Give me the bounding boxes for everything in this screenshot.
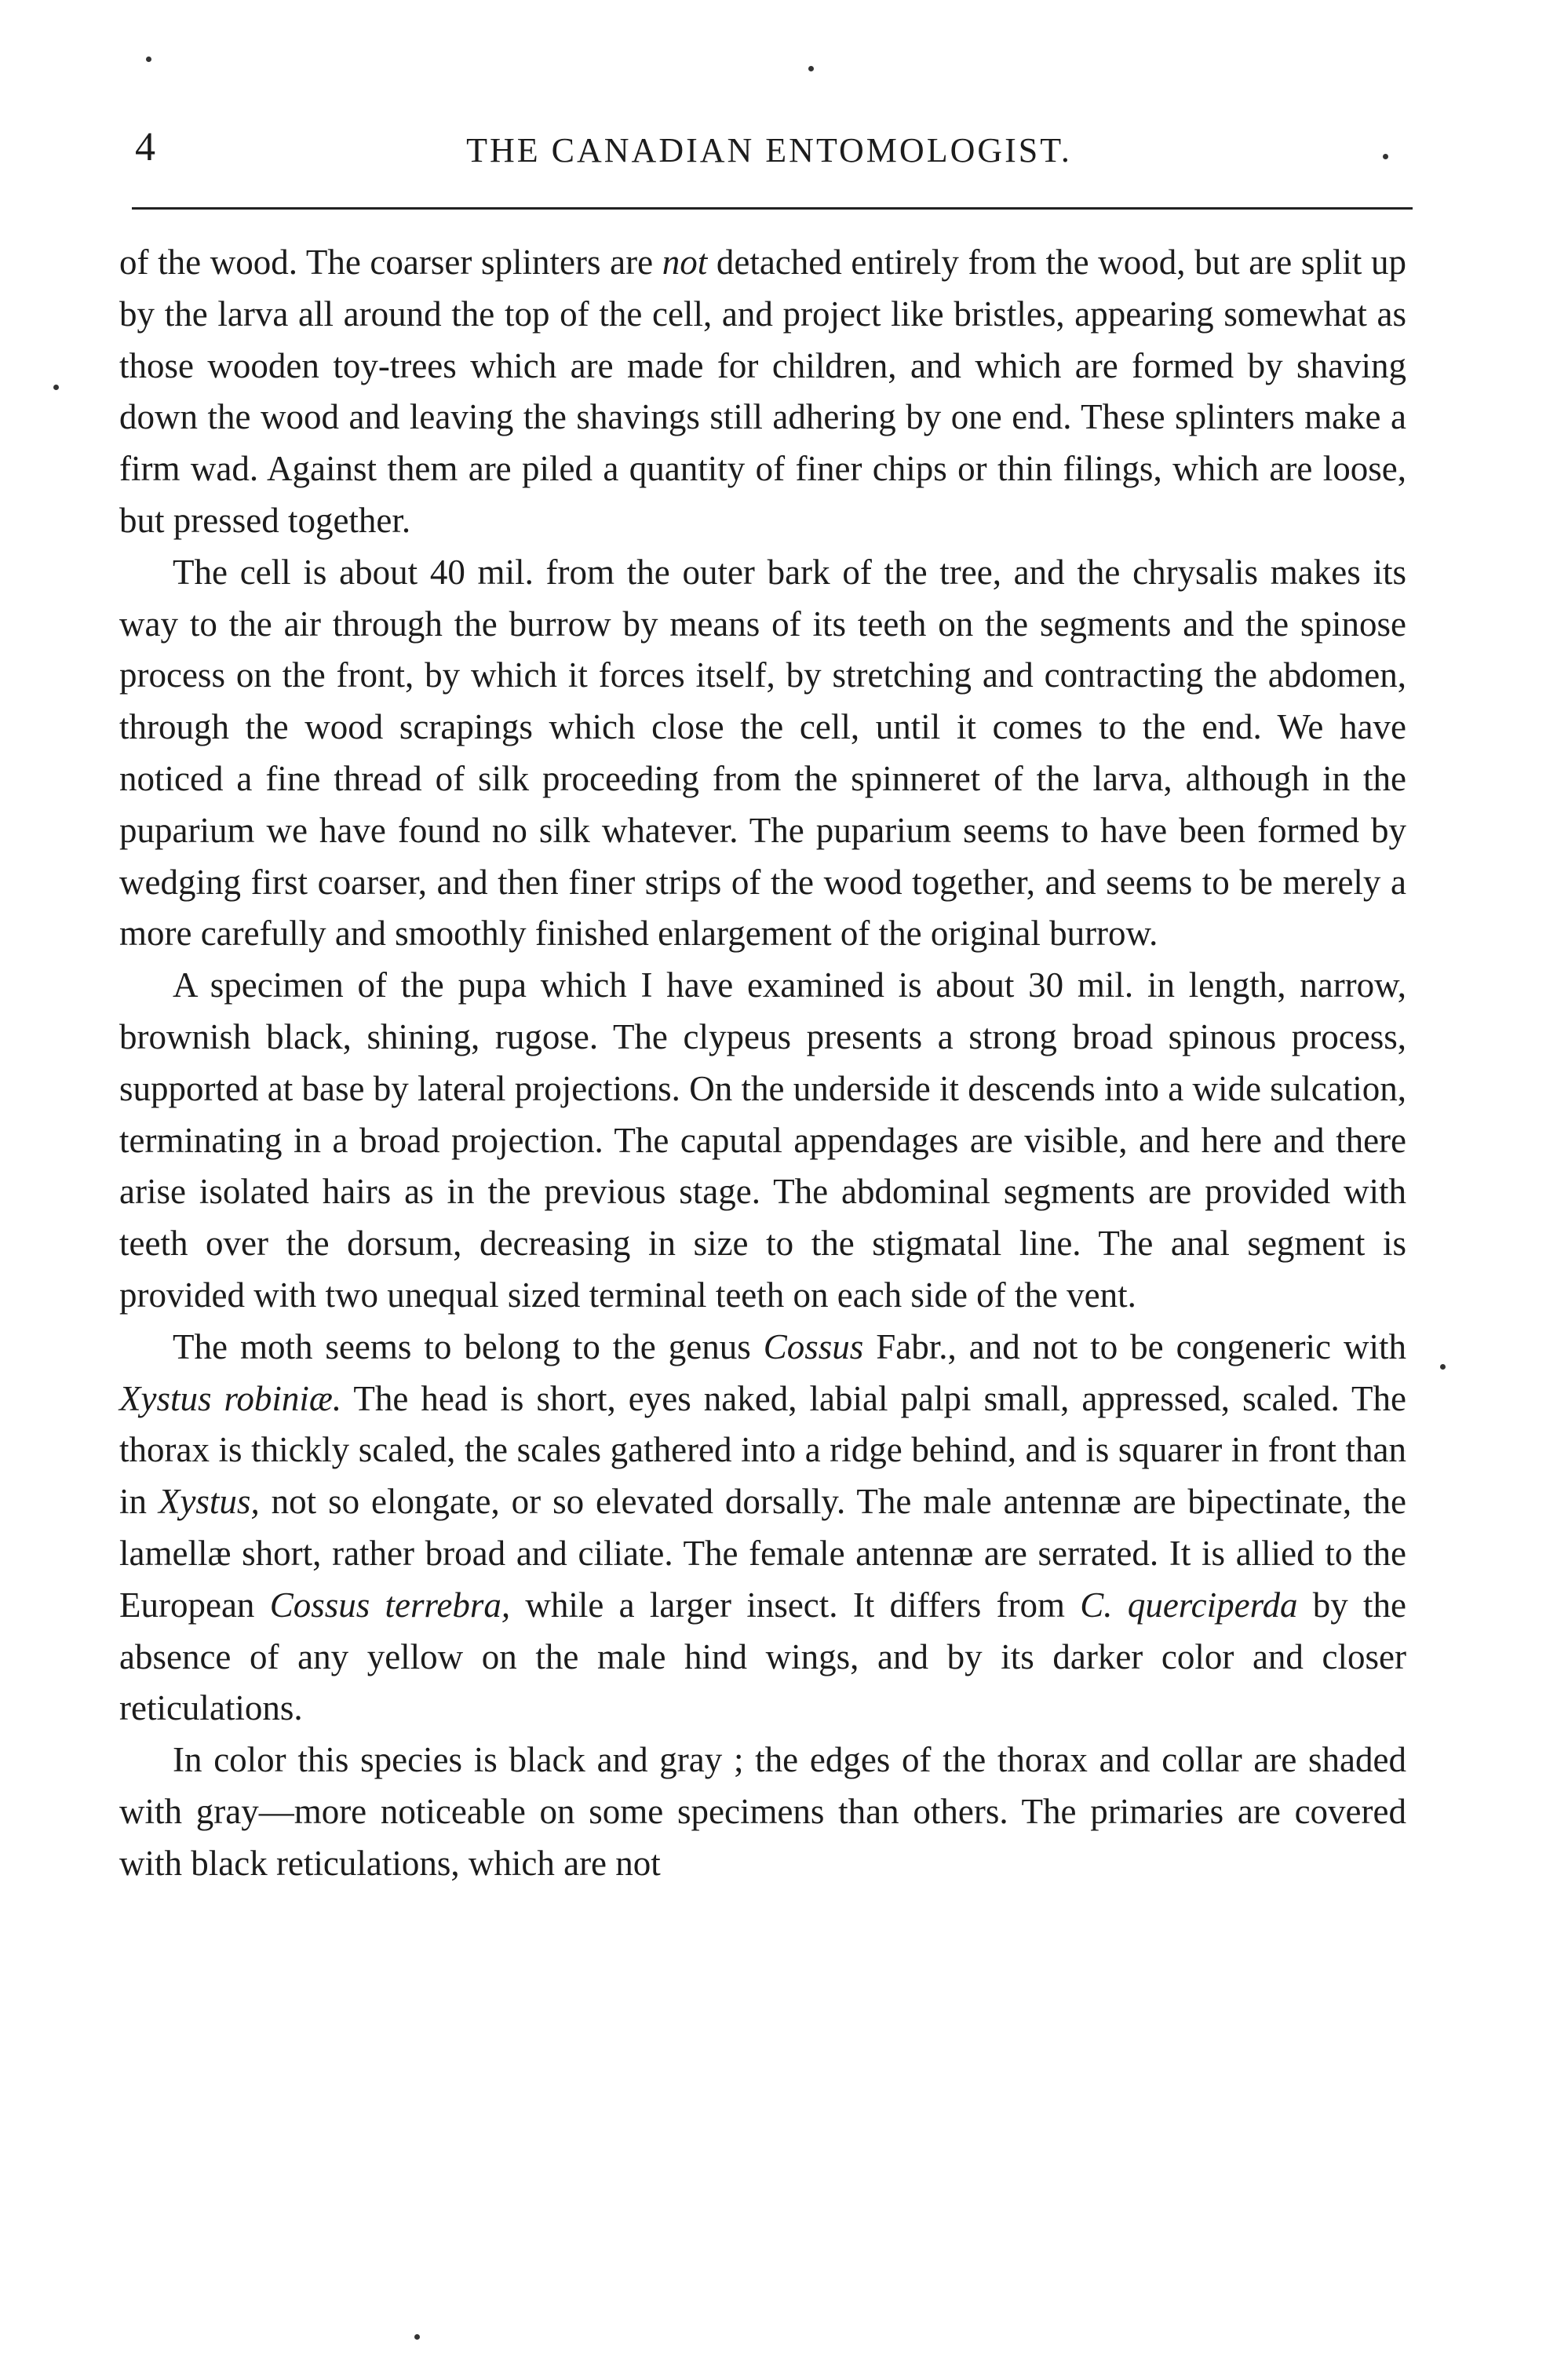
ink-speck [146, 57, 151, 62]
species-name: Cossus terrebra, [269, 1585, 511, 1625]
species-name: C. querciperda [1080, 1585, 1298, 1625]
species-name: Xystus, [158, 1482, 260, 1522]
ink-speck [53, 385, 59, 390]
paragraph-continued: of the wood. The coarser splinters are not detached entirely from the wood, but are split up by the larva all around the top of the cell, and project like bristles, appearing somewhat as those wooden toy-trees which are made for children, and which are formed by shaving down the wood and leaving the shavings still adhering by one end. These splinters make a firm wad. Against them are piled a quantity of finer chips or thin filings, which are loose, but pressed together. [119, 243, 1407, 540]
ink-speck [1440, 1364, 1446, 1370]
running-title: THE CANADIAN ENTOMOLOGIST. [466, 131, 1072, 170]
body-text [119, 237, 1406, 1890]
page-number: 4 [135, 125, 157, 170]
paragraph-cell: The cell is about 40 mil. from the outer bark of the tree, and the chrysalis makes its way to the air through the burrow by means of its teeth on the segments and the spinose process on the front, by which it forces itself, by stretching and contracting the abdomen, through the wood scrapings which close the cell, until it comes to the end. We have noticed a fine thread of silk proceeding from the spinneret of the larva, although in the puparium we have found no silk whatever. The puparium seems to have been formed by wedging first coarser, and then finer strips of the wood together, and seems to be merely a more carefully and smoothly finished enlargement of the original burrow. [119, 552, 1406, 954]
species-name: Xystus robiniæ. [119, 1378, 342, 1418]
emphasis: not [662, 243, 708, 282]
species-name: Cossus [763, 1326, 864, 1366]
page-header [126, 124, 1413, 179]
paragraph-moth: The moth seems to belong to the genus Cossus Fabr., and not to be congeneric with Xystus robiniæ. The head is short, eyes naked, labial palpi small, appressed, scaled. The thorax is thickly scaled, the scales gathered into a ridge behind, and is squarer in front than in Xystus, not so elongate, or so elevated dorsally. The male antennæ are bipectinate, the lamellæ short, rather broad and ciliate. The female antennæ are serrated. It is allied to the European Cossus terrebra, while a larger insect. It differs from C. querciperda by the absence of any yellow on the male hind wings, and by its darker color and closer reticulations. [119, 1326, 1407, 1728]
paragraph-pupa: A specimen of the pupa which I have examined is about 30 mil. in length, narrow, brownish black, shining, rugose. The clypeus presents a strong broad spinous process, supported at base by lateral projections. On the underside it descends into a wide sulcation, terminating in a broad projection. The caputal appendages are visible, and here and there arise isolated hairs as in the previous stage. The abdominal segments are provided with teeth over the dorsum, decreasing in size to the stigmatal line. The anal segment is provided with two unequal sized terminal teeth on each side of the vent. [119, 965, 1406, 1315]
ink-speck [414, 2334, 420, 2340]
ink-speck [808, 66, 814, 71]
ink-speck [1383, 154, 1388, 159]
paragraph-color: In color this species is black and gray ; the edges of the thorax and collar are shaded with gray—more noticeable on some specimens than others. The primaries are covered with black reticulations, which are not [119, 1740, 1406, 1883]
header-rule [132, 207, 1413, 210]
